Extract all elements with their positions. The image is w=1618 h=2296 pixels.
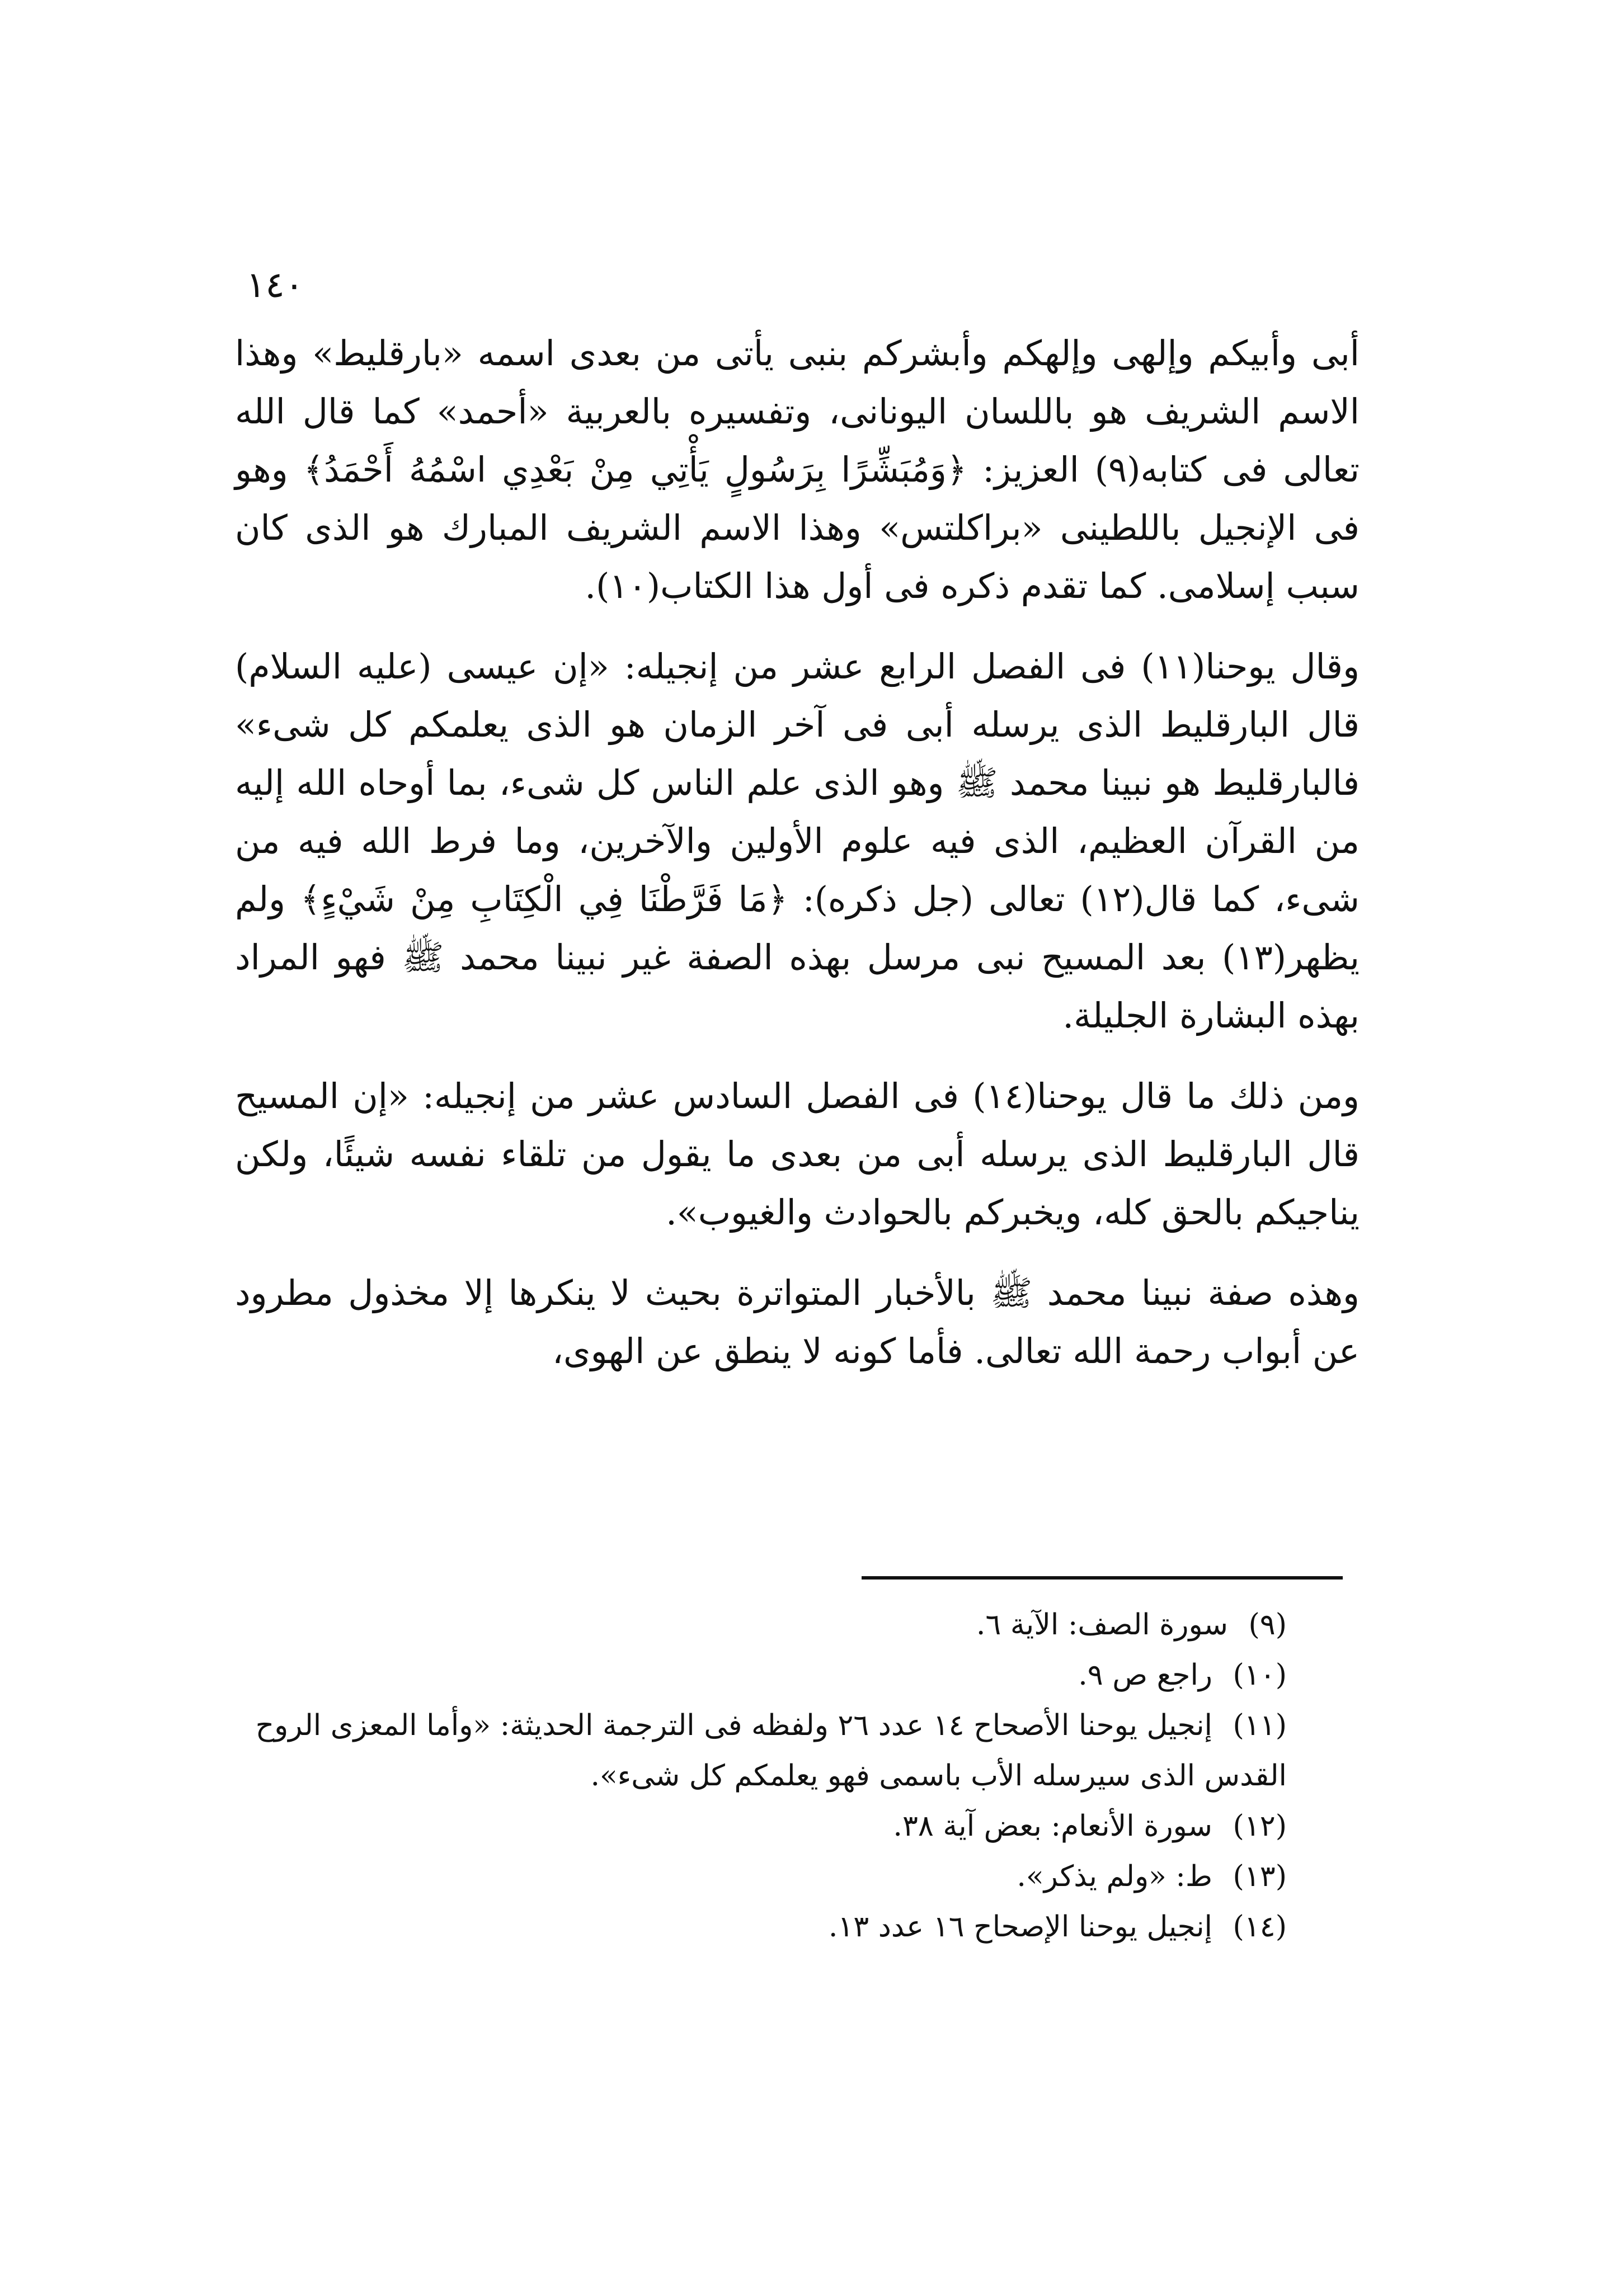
footnote-number: (١٣) — [1233, 1860, 1287, 1893]
footnote-text: سورة الأنعام: بعض آية ٣٨. — [893, 1809, 1213, 1843]
footnote — [235, 1600, 1343, 1650]
footnote-text: إنجيل يوحنا الإصحاح ١٦ عدد ١٣. — [828, 1910, 1213, 1944]
footnote-text: سورة الصف: الآية ٦. — [976, 1608, 1228, 1642]
paragraph: وهذه صفة نبينا محمد ﷺ بالأخبار المتواترة بحيث لا ينكرها إلا مخذول مطرود عن أبواب رحمة الله تعالى. فأما كونه لا ينطق عن الهوى، — [235, 1272, 1360, 1371]
page-number: ١٤٠ — [246, 265, 304, 306]
footnote-text: إنجيل يوحنا الأصحاح ١٤ عدد ٢٦ ولفظه فى الترجمة الحديثة: «وأما المعزى الروح القدس الذى سيرسله الأب باسمى فهو يعلمكم كل شىء». — [255, 1709, 1287, 1793]
footnote — [235, 1801, 1343, 1851]
paragraph: ومن ذلك ما قال يوحنا(١٤) فى الفصل السادس عشر من إنجيله: «إن المسيح قال البارقليط الذى يرسله أبى من بعدى ما يقول من تلقاء نفسه شيئًا، ولكن يناجيكم بالحق كله، ويخبركم بالحوادث والغيوب». — [235, 1076, 1360, 1233]
footnote-number: (٩) — [1248, 1608, 1287, 1642]
footnote — [235, 1700, 1343, 1801]
footnote — [235, 1851, 1343, 1902]
footnote-number: (١٤) — [1233, 1910, 1287, 1944]
footnote-text: ط: «ولم يذكر». — [1017, 1860, 1213, 1893]
paragraph: وقال يوحنا(١١) فى الفصل الرابع عشر من إنجيله: «إن عيسى (عليه السلام) قال البارقليط الذى يرسله أبى فى آخر الزمان هو الذى يعلمكم كل شىء» فالبارقليط هو نبينا محمد ﷺ وهو الذى علم الناس كل شىء، بما أوحاه الله إليه من القرآن العظيم، الذى فيه علوم الأولين والآخرين، وما فرط الله فيه من شىء، كما قال(١٢) تعالى (جل ذكره): ﴿مَا فَرَّطْنَا فِي الْكِتَابِ مِنْ شَيْءٍ﴾ ولم يظهر(١٣) بعد المسيح نبى مرسل بهذه الصفة غير نبينا محمد ﷺ فهو المراد بهذه البشارة الجليلة. — [235, 646, 1360, 1036]
main-text — [235, 324, 1360, 1380]
footnote-number: (١١) — [1233, 1709, 1287, 1742]
footnote-separator — [862, 1576, 1343, 1580]
footnotes — [235, 1600, 1343, 1952]
paragraph: أبى وأبيكم وإلهى وإلهكم وأبشركم بنبى يأتى من بعدى اسمه «بارقليط» وهذا الاسم الشريف هو باللسان اليونانى، وتفسيره بالعربية «أحمد» كما قال الله تعالى فى كتابه(٩) العزيز: ﴿وَمُبَشِّرًا بِرَسُولٍ يَأْتِي مِنْ بَعْدِي اسْمُهُ أَحْمَدُ﴾ وهو فى الإنجيل باللطينى «براكلتس» وهذا الاسم الشريف المبارك هو الذى كان سبب إسلامى. كما تقدم ذكره فى أول هذا الكتاب(١٠). — [235, 333, 1360, 606]
footnote-text: راجع ص ٩. — [1078, 1658, 1213, 1692]
footnote-number: (١٢) — [1233, 1809, 1287, 1843]
footnote-number: (١٠) — [1233, 1658, 1287, 1692]
footnote — [235, 1902, 1343, 1952]
footnote — [235, 1650, 1343, 1700]
